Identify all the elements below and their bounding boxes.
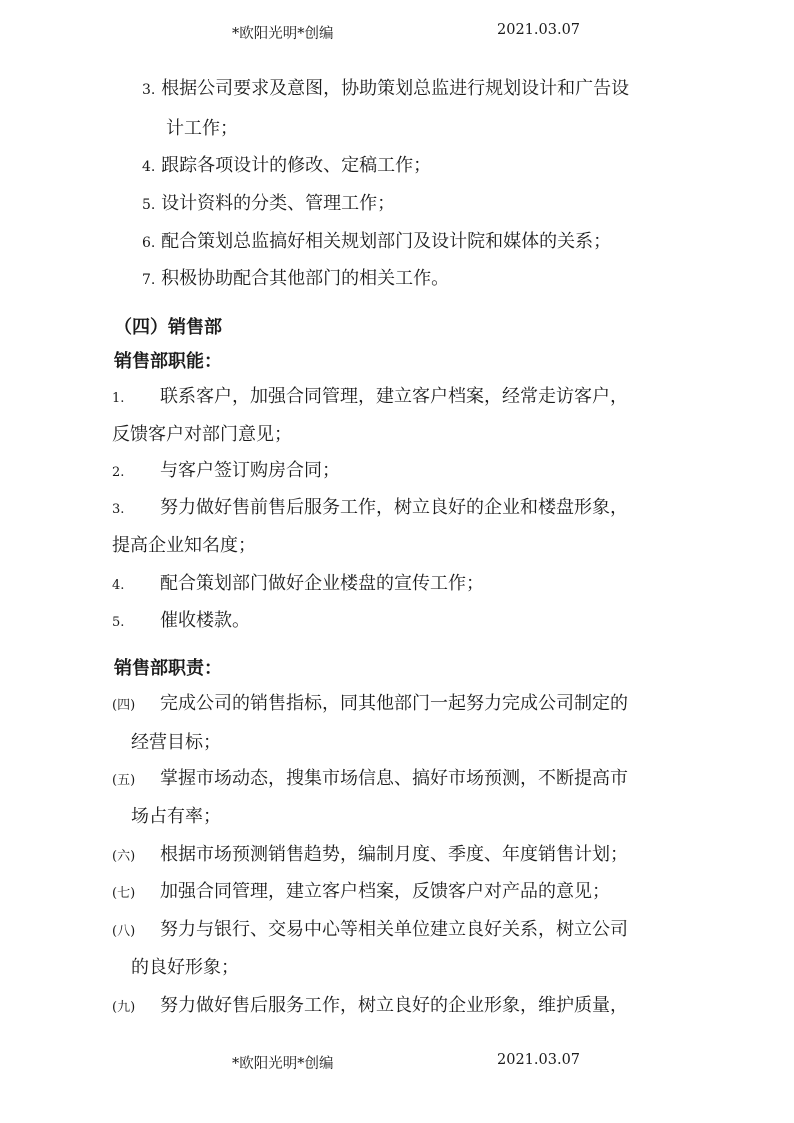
duty-number: (八) <box>112 924 136 939</box>
functions-heading: 销售部职能： <box>114 351 222 372</box>
list-item-number: 6. <box>142 235 156 251</box>
header-author: *欧阳光明*创编 <box>232 26 334 42</box>
list-item <box>142 267 449 292</box>
function-continuation: 提高企业知名度； <box>112 535 256 556</box>
list-item-text: 设计资料的分类、管理工作； <box>161 193 396 214</box>
duty-text: 完成公司的销售指标，同其他部门一起努力完成公司制定的 <box>160 693 628 714</box>
duty-number: (四) <box>112 698 136 713</box>
duty-number: (九) <box>112 1000 136 1015</box>
function-text: 与客户签订购房合同； <box>160 460 340 481</box>
function-text: 催收楼款。 <box>160 610 250 631</box>
duty-text: 掌握市场动态，搜集市场信息、搞好市场预测，不断提高市 <box>160 768 628 789</box>
footer-date: 2021.03.07 <box>497 1052 581 1068</box>
function-continuation: 反馈客户对部门意见； <box>112 424 292 445</box>
page-header <box>0 22 794 46</box>
list-item-number: 5. <box>142 197 156 213</box>
list-item <box>142 230 611 255</box>
function-number: 3. <box>112 502 125 517</box>
duty-text: 加强合同管理，建立客户档案，反馈客户对产品的意见； <box>160 881 610 902</box>
section-title: （四）销售部 <box>114 317 222 338</box>
list-item-continuation: 计工作； <box>166 118 238 139</box>
page-footer <box>0 1052 794 1076</box>
list-item-text: 根据公司要求及意图，协助策划总监进行规划设计和广告设 <box>161 78 630 99</box>
function-text: 努力做好售前售后服务工作，树立良好的企业和楼盘形象， <box>160 497 628 518</box>
duty-continuation: 场占有率； <box>131 806 221 827</box>
list-item <box>142 154 431 179</box>
list-item-text: 积极协助配合其他部门的相关工作。 <box>161 268 450 289</box>
duty-number: (七) <box>112 886 136 901</box>
list-item-number: 4. <box>142 159 156 175</box>
duty-number: (六) <box>112 849 136 864</box>
duty-continuation: 的良好形象； <box>131 957 239 978</box>
function-text: 联系客户，加强合同管理，建立客户档案，经常走访客户， <box>160 386 628 407</box>
list-item <box>142 77 629 102</box>
duty-continuation: 经营目标； <box>131 732 221 753</box>
function-number: 1. <box>112 391 125 406</box>
duties-heading: 销售部职责： <box>114 658 222 679</box>
duty-number: (五) <box>112 773 136 788</box>
duty-text: 努力做好售后服务工作，树立良好的企业形象，维护质量， <box>160 995 628 1016</box>
function-number: 2. <box>112 465 125 480</box>
list-item <box>142 192 395 217</box>
header-date: 2021.03.07 <box>497 22 581 38</box>
function-number: 4. <box>112 578 125 593</box>
duty-text: 根据市场预测销售趋势，编制月度、季度、年度销售计划； <box>160 844 628 865</box>
list-item-text: 跟踪各项设计的修改、定稿工作； <box>161 155 432 176</box>
function-number: 5. <box>112 615 125 630</box>
list-item-number: 7. <box>142 272 156 288</box>
list-item-number: 3. <box>142 82 156 98</box>
footer-author: *欧阳光明*创编 <box>232 1056 334 1072</box>
list-item-text: 配合策划总监搞好相关规划部门及设计院和媒体的关系； <box>161 231 612 252</box>
duty-text: 努力与银行、交易中心等相关单位建立良好关系，树立公司 <box>160 919 628 940</box>
function-text: 配合策划部门做好企业楼盘的宣传工作； <box>160 573 484 594</box>
